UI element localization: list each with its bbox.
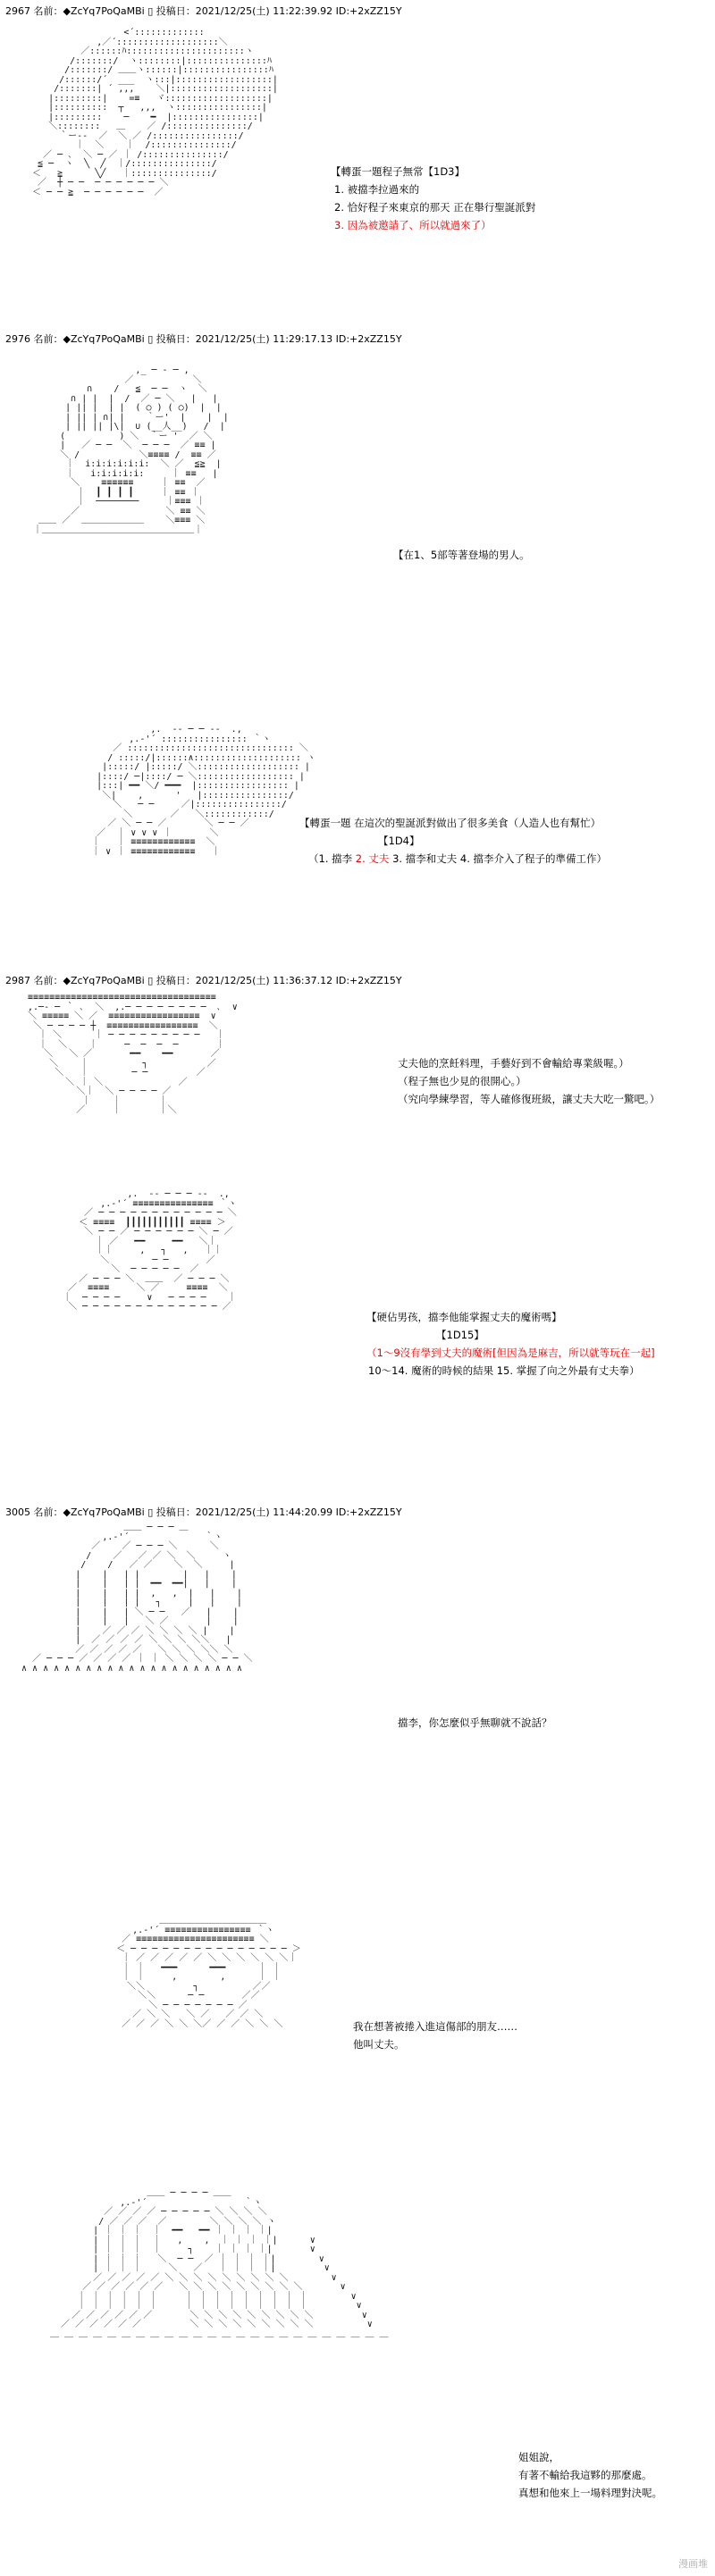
post-text-line: 【1D15】 bbox=[436, 1329, 484, 1341]
ascii-art-figure: ,_ ─ ‐ ─ , ／ ＼ ∩ / ≦ ─ ─ ヽ ＼ ∩ | | | / ／ ─ ＼ | | | || | | | ( ○ ) ( ○) | | | || | ∩| | ｀ー' | | | | || || |\| ∪ (__人__) / | ( ) ＼ ｀ー ' ／ ＼ | ／ ─ ─ ＼ ─ ─ ─ ／ ≡≡ | ＼ / ＼≡≡≡≡ / ≡≡ ／ ｜ i:i:i:i:i:i: ＼ ／ ≦≧ | ｜ i:i:i:i:i: ｜ ≡≡ | ＼ ≡≡≡≡≡≡ ｜ ≡≡ ／ ｜ ┃ ┃ ┃ ┃ ｜ ≡≡ ｜ ｜ ──────── ｜≡≡≡ ｜ ／ ＼ ≡≡ ＼ ＿＿ ／ ＿＿＿＿＿＿＿ ＼≡≡≡ ＼ ｜＿＿＿＿＿＿＿＿＿＿＿＿＿＿＿＿＿｜ bbox=[33, 365, 229, 535]
option-text: 2. 丈夫 bbox=[355, 852, 390, 865]
ascii-art-figure: ＿＿＿＿＿＿＿＿＿＿＿＿ ,.‐'´ ≡≡≡≡≡≡≡≡≡≡≡≡≡≡≡≡ ｀ヽ ／ ≡≡≡≡≡≡≡≡≡≡≡≡≡≡≡≡≡≡≡≡≡≡ ＼ ＜ ─ ─ ─ ─ ─ ─ ─ ─ ─ ─ ─ ─ ─ ─ ─ ＞ ｜ ／ ／ ／ ／ ／ ＼ ＼ ＼ ＼ ＼ ＼｜ ｜ ｜ ━━━ ━━━ ｜ ｜ ｜ ｜ , , ｜ ｜ ＼＼ ┐ ／／ ＼＼ ─ ─ ／／ ＼ ─ ─ ─ ─ ─ ─ ─ ／ ／ ＼ ＼ ＼ ／ ／ ／ ＼ ／ ／ ／ ＼ ＼ ＼／ ／ ／ ＼ ＼ ＼ bbox=[116, 1916, 301, 2029]
post-text-line: 我在想著被捲入進這傷部的朋友…… bbox=[353, 2020, 517, 2033]
post-header: 3005 名前：◆ZcYq7PoQaMBi ▯ 投稿日：2021/12/25(土) 11:44:20.99 ID:+2xZZ15Y bbox=[5, 1506, 402, 1518]
ascii-art-figure: <´::::::::::::: ,／´:::::::::::::::::::＼ ／::::::ﾊ::::::::::::::::::::::ヽ /:::::::/ ヽ::::::::|:::::::::::::::ﾊ /:::::::/ ＿＿ヽ::::::|::::::::::::::::ﾊ /::::::/´ ___ ヽ:::|::::::::::::::::::| /:::::::| ´ ,,, ＼|:::::::::::::::::::| |:::::::::| =≡ ヾ:::::::::::::::::::| |:::::::::: ┬ ,,, ヽ::::::::::::::::| |::::::::: ─ ━ |::::::::::::::::| ＼:::::::: ＿ ／ /:::::::::::::::/ ｀ー-- ／ ＼ ／ /::::::::::::::::/ ｜ ＼ ｜ /:::::::::::::::/ ／ ─ ､ ＼ ─ ／ ｜ /:::::::::::::::/ ≦ ─ ヽ ╲ ╱ ｜/:::::::::::::::/ ＜ ≧ ╲╱ ｜:::::::::::::::/ ／ ┼ ─ ─ ─ ─ ─ ─ ─ ─ ＼ ＜ ─ ─ ≧ ─ ─ ─ ─ ─ ─ ／ bbox=[32, 28, 278, 197]
post-text-line: 擋李，你怎麼似乎無聊就不說話？ bbox=[398, 1716, 552, 1729]
post-text-line: 3. 因為被邀請了、所以就過來了） bbox=[334, 219, 492, 231]
post-options-line bbox=[299, 850, 607, 868]
post-header: 2976 名前：◆ZcYq7PoQaMBi ▯ 投稿日：2021/12/25(土) 11:29:17.13 ID:+2xZZ15Y bbox=[5, 333, 402, 345]
post-text-line: 1. 被擋李拉過來的 bbox=[334, 183, 420, 196]
post-text-line: 他叫丈夫。 bbox=[353, 2038, 405, 2051]
ascii-art-figure: ＿＿ ─ ─ ─ ─ ＿＿ ,.‐'´ ｀ヽ ／ ／ ／ ／ ─ ─ ─ ─ ─ ＼ ＼ ＼ ＼ / ／ ／ ／ ／ ＼ ＼ ＼ ＼ ヽ | ｜ ｜ ｜ ｜ ━━ ━━ ｜ ｜ ｜ ｜| | ｜ ｜ ｜ ｜ , , ｜ ｜ ｜ ｜| ∨ | ｜ ｜ ｜ ｜ ┐ ｜ ｜ ｜ ｜| ∨ | ｜ ｜ ｜ ＼ ─ ─ ／ ｜ ｜ ｜ ｜| ∨ | ｜ ｜ ｜ ＼ ／ ｜ ｜ ｜ ｜| ∨ ／ ／ ／ ／ ／ ＼ ＼ ＼ ＼ ＼ ＼ ＼ ＼ ＼ ∨ ／ ／ ／ ／ ／ ／ ＼ ＼ ＼ ＼ ＼ ＼ ＼ ＼ ＼ ∨ ｜ ｜ ｜ ｜ ｜ ｜ ｜ ｜ ｜ ｜ ｜ ｜ ｜ ｜ ｜ ∨ ｜ ｜ ｜ ｜ ｜ ｜ ｜ ｜ ｜ ｜ ｜ ｜ ｜ ｜ ｜ ∨ ／ ／ ／ ／ ／ ／ ＼ ＼ ＼ ＼ ＼ ＼ ＼ ＼ ＼ ∨ ／ ／ ／ ／ ／ ／ ＼ ＼ ＼ ＼ ＼ ＼ ＼ ＼ ＼ ∨ ＿ ＿ ＿ ＿ ＿ ＿ ＿ ＿ ＿ ＿ ＿ ＿ ＿ ＿ ＿ ＿ ＿ ＿ ＿ ＿ ＿ ＿ ＿ ＿ bbox=[50, 2188, 389, 2339]
ascii-art-figure: ,. -‐ ─ ─ ‐- ., ,.‐'´ :::::::::::::::: ｀ヽ ／ ::::::::::::::::::::::::::::::: ＼ / :::::/|::::::∧:::::::::::::::::::: ヽ |:::::/ |:::::/ ＼::::::::::::::::::: | |::::/ ─|::::/ ─ ＼:::::::::::::::::: | |:::| ━━ ＼/ ━━━ |::::::::::::::::: | ＼| , ' |::::::::::::::::/ ＼ ─ ─ ／|::::::::::::::::/ ＼ ／ ＼::::::::::::/ ／ ＼ ─ ─ ／ ＼ ─ ─ ／ ／ ｜ ∨ ∨ ∨ ｜ ＼ ｜ ｜ ≡≡≡≡≡≡≡≡≡≡≡≡ ＼ ｜ ∨ ｜ ≡≡≡≡≡≡≡≡≡≡≡≡ ｜ bbox=[91, 725, 315, 857]
post-text-line: 【轉蛋一題 在這次的聖誕派對做出了很多美食（人造人也有幫忙） bbox=[299, 817, 601, 829]
option-text: 3. 擋李和丈夫 4. 擋李介入了程子的準備工作） bbox=[389, 852, 608, 865]
post-text-line: 真想和他來上一場料理對決呢。 bbox=[518, 2487, 662, 2499]
post-text-line: 丈夫他的烹飪料理，手藝好到不會輸給專業級喔。） bbox=[398, 1057, 629, 1070]
post-text-line: 【轉蛋一題程子無常【1D3】 bbox=[331, 165, 465, 178]
post-header: 2967 名前：◆ZcYq7PoQaMBi ▯ 投稿日：2021/12/25(土) 11:22:39.92 ID:+2xZZ15Y bbox=[5, 5, 402, 17]
ascii-art-figure: ,. -‐ ─ ─ ─ ‐- ., ,.‐'´ ≡≡≡≡≡≡≡≡≡≡≡≡≡≡≡ ｀ヽ ／ ─ ─ ─ ─ ─ ─ ─ ─ ─ ─ ─ ─ ＼ ＜ ≡≡≡≡ ┃┃┃┃┃┃┃┃┃┃┃ ≡≡≡≡ ＞ ＼ ─ ─ ／ ─ ─ ─ ─ ─ ─ ＼ ─ ／ ｜ ／ ━━ ━━ ＼｜ ｜｜ , ┐ , ｜｜ ＼ ─ ─ ／ ＼ ─ ─ ─ ─ ─ ／ ／ ─ ─ ─ ＼ ＿＿ ／ ─ ─ ─ ＼ ／ ≡≡≡≡ ＼ ／ ≡≡≡≡ ＼ ｜ ─ ─ ─ ─ ∨ ─ ─ ─ ─ ｜ ＼ ─ ─ ─ ─ ─ ─ ─ ─ ─ ─ ─ ─ ─ ／ bbox=[63, 1189, 237, 1312]
post-text-line: （程子無也少見的很開心。） bbox=[398, 1075, 526, 1087]
post-text-line: 2. 恰好程子來東京的那天 正在舉行聖誕派對 bbox=[334, 201, 536, 214]
post-text-line: 【在1、5部等著登場的男人。 bbox=[393, 549, 530, 561]
post-text-line: 10～14. 魔術的時候的結果 15. 掌握了向之外最有丈夫拳） bbox=[368, 1364, 640, 1377]
post-text-line: 【1D4】 bbox=[378, 835, 420, 847]
post-header: 2987 名前：◆ZcYq7PoQaMBi ▯ 投稿日：2021/12/25(土) 11:36:37.12 ID:+2xZZ15Y bbox=[5, 975, 402, 986]
watermark: 漫画堆 bbox=[678, 2558, 708, 2570]
post-text-line: （1～9沒有學到丈夫的魔術[但因為是麻吉，所以就等玩在一起] bbox=[366, 1347, 655, 1359]
ascii-art-figure: ≡≡≡≡≡≡≡≡≡≡≡≡≡≡≡≡≡≡≡≡≡≡≡≡≡≡≡≡≡≡≡≡≡≡≡ ,.─‐ ─ ｀ ､ ＼ ,.─ ─ ─ ─ ─ ─ ─ ─ ､ ∨ ＼ ≡≡≡≡≡ ＼ ／ ≡≡≡≡≡≡≡≡≡≡≡≡≡≡≡≡≡ ∨ ＼ ─ ─ ─ ─ ┼ ≡≡≡≡≡≡≡≡≡≡≡≡≡≡≡≡≡ ＼ ｜ ＼ ｜ ─ ─ ─ ─ ─ ─ ─ ─ ─ ｜ ｜ ＼ ｜ ─ ─ ─ ─ ｜ ＼ ＼ ／ ━━ ━━ ／ ＼ ｜ ┐ ／ ＼ ｜ ─ ─ ／ ＼ ｜ ＼ ／ ＼｜ ＼ ─ ─ ─ ─ ／ ｜ ｜ ｜ ／ ｜ ｜＼ bbox=[28, 993, 238, 1115]
post-text-line: 【硬佔男孩，擋李他能掌握丈夫的魔術嗎】 bbox=[366, 1311, 562, 1323]
option-text: （1. 擋李 bbox=[308, 852, 356, 865]
ascii-art-figure: ＿＿ ─ ─ ─ ＿ ,.‐'´ ｀ヽ ／ ／ ─ ─ ─ ＼ ＼ / ／ ／ ／ ＼ ＼ ヽ / / ／ ／ ＼ ＼ | | | | | | | | | | | | ━━ ━━| | | | | | | , , | | | | | | | ┐ | | | | | | ＼ ─ ─ ／ | | | | | ＼ ／ | | | ／ ／ ／ ＼ ＼ ＼ ＼ | | | ／ ／ ／ ／ ＼ ＼ ＼ ＼＼ | ／ ／ ／ ／ ／ ＼ ＼ ＼ ＼＼ ＼ ／ ─ ─ ─ ／ ／ ／ ／ ｜ ｜ ＼ ＼ ＼ ＼ ─ ─ ＼ ∧ ∧ ∧ ∧ ∧ ∧ ∧ ∧ ∧ ∧ ∧ ∧ ∧ ∧ ∧ ∧ ∧ ∧ ∧ ∧ ∧ bbox=[21, 1523, 253, 1674]
post-text-line: 姐姐說， bbox=[518, 2451, 559, 2463]
post-text-line: （究向學練學習，等人確修復班級，讓丈夫大吃一驚吧。） bbox=[398, 1093, 660, 1105]
post-text-line: 有著不輸給我這夥的那麼處。 bbox=[518, 2469, 652, 2481]
